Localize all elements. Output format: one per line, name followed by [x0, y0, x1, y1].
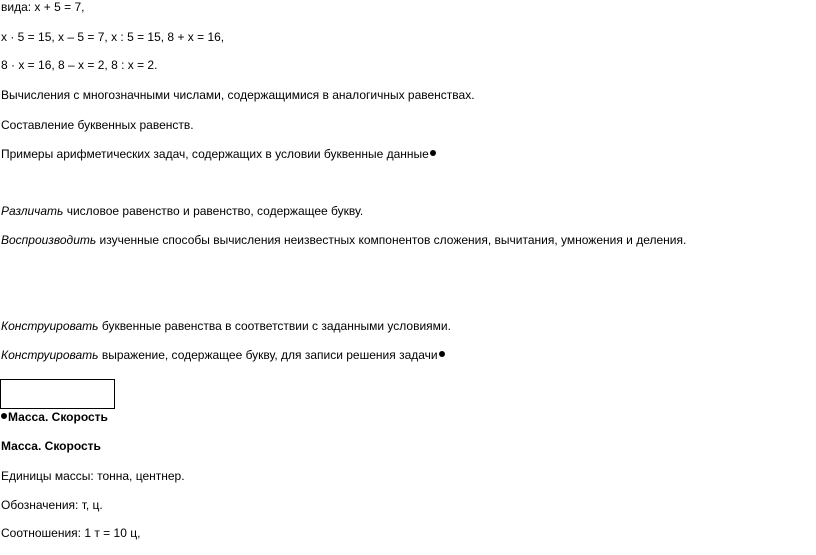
text-line-ratios [1, 526, 140, 541]
bullet-icon [1, 413, 7, 419]
text-line-equations-8 [1, 58, 157, 73]
paragraph-text: числовое равенство и равенство, содержащее букву. [63, 204, 364, 218]
activity-verb: Конструировать [1, 319, 99, 333]
paragraph-text: Вычисления с многозначными числами, содержащимися в аналогичных равенствах. [1, 88, 475, 102]
text-line-mass-units [1, 469, 185, 484]
text-line-construct-expression [1, 348, 445, 363]
text-line-equations-intro [1, 0, 84, 15]
text-line-multidigit [1, 88, 475, 103]
paragraph-text: выражение, содержащее букву, для записи решения задачи [98, 348, 438, 362]
section-heading-mass-speed [1, 410, 108, 425]
text-line-letter-equalities [1, 118, 194, 133]
text-line-reproduce [1, 233, 686, 248]
text-line-construct-equalities [1, 319, 451, 334]
equation-text: вида: x + 5 = 7, [1, 0, 85, 14]
activity-verb: Конструировать [1, 348, 99, 362]
paragraph-text: Соотношения: 1 т = 10 ц, [1, 526, 141, 540]
activity-verb: Воспроизводить [1, 233, 97, 247]
empty-table-cell [0, 379, 115, 409]
bullet-icon [439, 351, 445, 357]
equation-text: 8 · x = 16, 8 – x = 2, 8 : x = 2. [1, 58, 158, 72]
text-line-equations-x [1, 30, 224, 45]
activity-verb: Различать [1, 204, 64, 218]
heading-text: Масса. Скорость [1, 439, 101, 453]
section-heading-mass-speed-repeat [1, 439, 101, 454]
text-line-notations [1, 498, 103, 513]
bullet-icon [430, 150, 436, 156]
equation-text: x · 5 = 15, x – 5 = 7, x : 5 = 15, 8 + x = 16, [1, 30, 225, 44]
paragraph-text: Обозначения: т, ц. [1, 498, 103, 512]
paragraph-text: буквенные равенства в соответствии с заданными условиями. [98, 319, 451, 333]
paragraph-text: изученные способы вычисления неизвестных компонентов сложения, вычитания, умножения и деления. [96, 233, 687, 247]
text-line-problems [1, 147, 436, 162]
heading-text: Масса. Скорость [8, 410, 108, 424]
paragraph-text: Единицы массы: тонна, центнер. [1, 469, 185, 483]
paragraph-text: Примеры арифметических задач, содержащих в условии буквенные данные [1, 147, 429, 161]
paragraph-text: Составление буквенных равенств. [1, 118, 194, 132]
text-line-distinguish [1, 204, 363, 219]
